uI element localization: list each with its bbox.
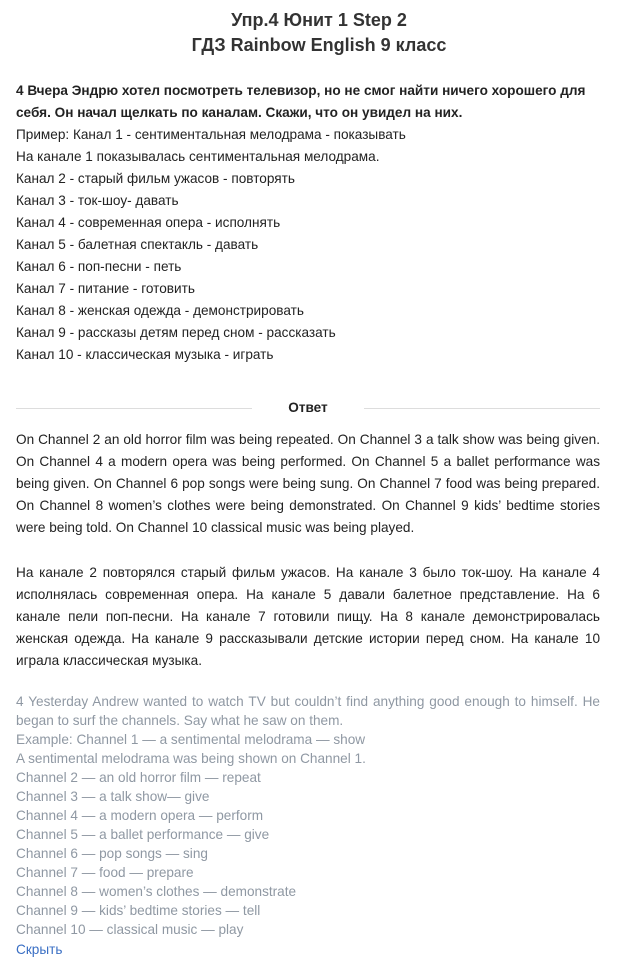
original-line: Channel 10 — classical music — play [16,922,244,937]
page-subtitle: ГДЗ Rainbow English 9 класс [191,35,447,55]
original-line: Channel 2 — an old horror film — repeat [16,770,261,785]
answer-russian: На канале 2 повторялся старый фильм ужасов. На канале 3 было ток-шоу. На канале 4 исполнялась современная опера. На канале 5 давали балетное представление. На 6 канале пели поп-песни. На канале 7 готовили пищу. На 8 канале демонстрировалась женская одежда. На канале 9 рассказывали детские истории перед сном. На канале 10 играла классическая музыка. [16,565,600,668]
original-line: A sentimental melodrama was being shown on Channel 1. [16,751,366,766]
original-line: Channel 7 — food — prepare [16,865,194,880]
original-line: Example: Channel 1 — a sentimental melodrama — show [16,732,366,747]
task-line: Канал 8 - женская одежда - демонстрировать [16,303,304,318]
original-line: Channel 3 — a talk show— give [16,789,210,804]
task-line: Канал 2 - старый фильм ужасов - повторять [16,171,295,186]
task-lead: 4 Вчера Эндрю хотел посмотреть телевизор, но не смог найти ничего хорошего для себя. Он начал щелкать по каналам. Скажи, что он увидел на них. [16,83,586,120]
task-line: Пример: Канал 1 - сентиментальная мелодрама - показывать [16,127,406,142]
original-line: Channel 4 — a modern opera — perform [16,808,264,823]
task-block [16,80,600,366]
divider-rule-right [364,408,600,409]
answer-label: Ответ [288,400,328,415]
hide-link[interactable]: Скрыть [16,942,63,957]
task-line: На канале 1 показывалась сентиментальная мелодрама. [16,149,380,164]
page-title: Упр.4 Юнит 1 Step 2 [231,10,407,30]
task-line: Канал 10 - классическая музыка - играть [16,347,274,362]
original-line: Channel 5 — a ballet performance — give [16,827,270,842]
answer-divider [16,398,600,418]
task-line: Канал 6 - поп-песни - петь [16,259,182,274]
answer-english: On Channel 2 an old horror film was being repeated. On Channel 3 a talk show was being given. On Channel 4 a modern opera was being performed. On Channel 5 a ballet performance was being given. On Channel 6 pop songs were being sung. On Channel 7 food was being prepared. On Channel 8 women’s clothes were being demonstrated. On Channel 9 kids’ bedtime stories were being told. On Channel 10 classical music was being played. [16,432,600,535]
task-line: Канал 9 - рассказы детям перед сном - рассказать [16,325,336,340]
original-line: Channel 6 — pop songs — sing [16,846,208,861]
task-line: Канал 3 - ток-шоу- давать [16,193,179,208]
task-line: Канал 4 - современная опера - исполнять [16,215,281,230]
original-lead: 4 Yesterday Andrew wanted to watch TV but couldn’t find anything good enough to himself. He began to surf the channels. Say what he saw on them. [16,694,600,728]
task-line: Канал 5 - балетная спектакль - давать [16,237,259,252]
original-line: Channel 8 — women’s clothes — demonstrate [16,884,297,899]
original-line: Channel 9 — kids’ bedtime stories — tell [16,903,261,918]
task-line: Канал 7 - питание - готовить [16,281,195,296]
original-task [16,692,600,939]
